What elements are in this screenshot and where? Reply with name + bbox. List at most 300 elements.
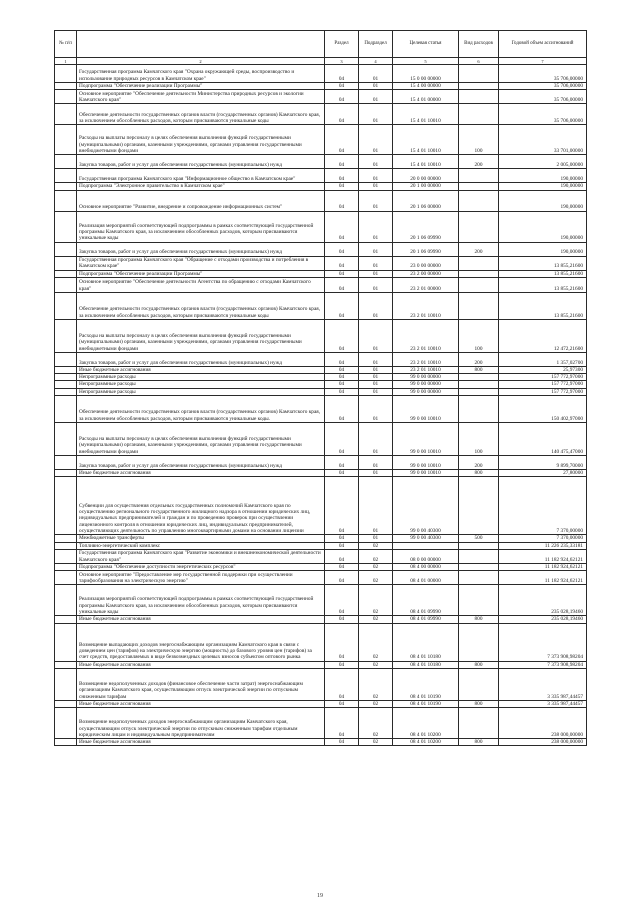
- row-article-cell: 23 2 01 10010: [393, 292, 459, 319]
- table-row: [55, 155, 587, 169]
- row-num-cell: [55, 396, 77, 423]
- row-subsection-cell: 02: [359, 708, 393, 739]
- row-article-cell: [393, 542, 459, 549]
- table-row: [55, 623, 587, 661]
- row-article-cell: 08 4 00 00000: [393, 563, 459, 570]
- row-sum-cell: 7 370,00000: [499, 535, 587, 542]
- row-name-cell: Закупка товаров, работ и услуг для обеспечения государственных (муниципальных) нужд: [77, 155, 325, 169]
- table-row: [55, 396, 587, 423]
- row-name-cell: Основное мероприятие "Развитие, внедрение и сопровождение информационных систем": [77, 190, 325, 211]
- row-name-cell: Обеспечение деятельности государственных органов власти (государственных органов) Камчатского края, за исключением обособленных расходов, которым присваиваются уникальные коды.: [77, 396, 325, 423]
- row-num-cell: [55, 277, 77, 292]
- row-num-cell: [55, 542, 77, 549]
- row-expense-type-cell: 800: [459, 470, 499, 477]
- table-row: [55, 616, 587, 623]
- row-num-cell: [55, 381, 77, 388]
- row-expense-type-cell: [459, 292, 499, 319]
- table-row: [55, 211, 587, 242]
- row-article-cell: 23 2 01 10010: [393, 366, 459, 373]
- table-row: [55, 319, 587, 352]
- page-number: 19: [317, 893, 323, 899]
- table-row: [55, 190, 587, 211]
- row-subsection-cell: 01: [359, 83, 393, 90]
- row-article-cell: 15 0 00 00000: [393, 65, 459, 83]
- table-row: [55, 352, 587, 366]
- row-sum-cell: 27,80000: [499, 470, 587, 477]
- row-num-cell: [55, 65, 77, 83]
- row-sum-cell: 25,97300: [499, 366, 587, 373]
- table-row: [55, 549, 587, 563]
- row-expense-type-cell: [459, 211, 499, 242]
- row-num-cell: [55, 616, 77, 623]
- row-subsection-cell: 01: [359, 477, 393, 535]
- row-article-cell: 99 0 00 00000: [393, 374, 459, 381]
- row-article-cell: 15 4 01 10010: [393, 104, 459, 125]
- row-expense-type-cell: [459, 277, 499, 292]
- row-expense-type-cell: 200: [459, 242, 499, 256]
- row-subsection-cell: 01: [359, 374, 393, 381]
- row-expense-type-cell: 800: [459, 366, 499, 373]
- table-row: [55, 423, 587, 456]
- row-expense-type-cell: [459, 104, 499, 125]
- row-num-cell: [55, 700, 77, 707]
- row-article-cell: 08 4 01 10200: [393, 739, 459, 746]
- row-sum-cell: 235 028,19460: [499, 616, 587, 623]
- row-expense-type-cell: [459, 623, 499, 661]
- row-expense-type-cell: 800: [459, 661, 499, 668]
- row-section-cell: 04: [325, 563, 359, 570]
- row-section-cell: 04: [325, 155, 359, 169]
- table-row: [55, 104, 587, 125]
- row-section-cell: 04: [325, 549, 359, 563]
- row-sum-cell: 3 335 987,44457: [499, 668, 587, 700]
- row-num-cell: [55, 211, 77, 242]
- row-subsection-cell: 01: [359, 319, 393, 352]
- row-section-cell: 04: [325, 183, 359, 190]
- row-subsection-cell: 01: [359, 242, 393, 256]
- row-sum-cell: 35 706,00000: [499, 83, 587, 90]
- row-article-cell: 20 1 00 00000: [393, 183, 459, 190]
- header-section: Раздел: [325, 31, 359, 58]
- row-article-cell: 20 0 00 00000: [393, 169, 459, 183]
- row-name-cell: Возмещение недополученных доходов (финансовое обеспечение части затрат) энергоснабжающим организациям Камчатского края, осуществляющим отпуск электрической энергии по отпускным сниженным тарифам: [77, 668, 325, 700]
- table-row: [55, 477, 587, 535]
- row-section-cell: 04: [325, 661, 359, 668]
- table-row: [55, 183, 587, 190]
- table-row: [55, 585, 587, 616]
- row-article-cell: 15 4 01 10010: [393, 125, 459, 155]
- row-subsection-cell: 01: [359, 270, 393, 277]
- row-article-cell: 08 4 01 10180: [393, 661, 459, 668]
- row-name-cell: Обеспечение деятельности государственных органов власти (государственных органов) Камчатского края, за исключением обособленных расходов, которым присваиваются уникальные коды: [77, 104, 325, 125]
- row-section-cell: 04: [325, 423, 359, 456]
- row-name-cell: Закупка товаров, работ и услуг для обеспечения государственных (муниципальных) нужд: [77, 242, 325, 256]
- row-name-cell: Закупка товаров, работ и услуг для обеспечения государственных (муниципальных) нужд: [77, 456, 325, 470]
- row-subsection-cell: 01: [359, 388, 393, 395]
- header-name: [77, 31, 325, 58]
- row-sum-cell: 190,00000: [499, 242, 587, 256]
- row-subsection-cell: 02: [359, 563, 393, 570]
- row-article-cell: 23 0 00 00000: [393, 256, 459, 270]
- row-subsection-cell: 01: [359, 90, 393, 104]
- row-sum-cell: 13 855,21600: [499, 270, 587, 277]
- row-article-cell: 08 4 01 09990: [393, 616, 459, 623]
- row-article-cell: 15 4 01 10010: [393, 155, 459, 169]
- row-section-cell: 04: [325, 352, 359, 366]
- row-subsection-cell: 02: [359, 739, 393, 746]
- row-subsection-cell: 01: [359, 535, 393, 542]
- row-num-cell: [55, 388, 77, 395]
- row-section-cell: 04: [325, 277, 359, 292]
- row-section-cell: 04: [325, 104, 359, 125]
- row-name-cell: Иные бюджетные ассигнования: [77, 366, 325, 373]
- row-article-cell: 99 0 00 40300: [393, 477, 459, 535]
- row-expense-type-cell: [459, 708, 499, 739]
- row-expense-type-cell: 500: [459, 535, 499, 542]
- row-num-cell: [55, 366, 77, 373]
- table-row: [55, 381, 587, 388]
- row-sum-cell: 9 899,70000: [499, 456, 587, 470]
- row-section-cell: 04: [325, 256, 359, 270]
- row-expense-type-cell: [459, 563, 499, 570]
- row-name-cell: Иные бюджетные ассигнования: [77, 739, 325, 746]
- row-article-cell: 20 1 06 09990: [393, 242, 459, 256]
- column-number: 2: [77, 58, 325, 65]
- row-name-cell: Государственная программа Камчатского края "Развитие экономики и внешнеэкономической деятельности Камчатского края": [77, 549, 325, 563]
- row-expense-type-cell: [459, 183, 499, 190]
- table-body: [55, 58, 587, 746]
- table-row: [55, 277, 587, 292]
- row-name-cell: Подпрограмма "Обеспечение доступности энергетических ресурсов": [77, 563, 325, 570]
- row-article-cell: 20 1 06 00000: [393, 190, 459, 211]
- row-section-cell: 04: [325, 477, 359, 535]
- row-sum-cell: 11 226 235,33181: [499, 542, 587, 549]
- table-row: [55, 668, 587, 700]
- row-section-cell: 04: [325, 708, 359, 739]
- row-section-cell: 04: [325, 535, 359, 542]
- row-name-cell: Субвенции для осуществления отдельных государственных полномочий Камчатского края по осуществлению регионального государственного жилищного надзора в отношении юридических лиц, индивидуальных предпринимателей и граждан и по проведению проверок при осуществлении лицензионного контроля в отношении юридических лиц, индивидуальных предпринимателей, осуществляющих деятельность по управлению многоквартирными домами на основании лицензии: [77, 477, 325, 535]
- row-name-cell: Непрограммные расходы: [77, 381, 325, 388]
- row-num-cell: [55, 661, 77, 668]
- row-subsection-cell: 01: [359, 381, 393, 388]
- row-num-cell: [55, 708, 77, 739]
- row-article-cell: 99 0 00 10010: [393, 470, 459, 477]
- row-article-cell: 08 4 01 10180: [393, 623, 459, 661]
- row-section-cell: 04: [325, 90, 359, 104]
- table-row: [55, 90, 587, 104]
- row-expense-type-cell: [459, 169, 499, 183]
- row-num-cell: [55, 104, 77, 125]
- row-subsection-cell: 01: [359, 169, 393, 183]
- row-subsection-cell: 01: [359, 396, 393, 423]
- row-num-cell: [55, 456, 77, 470]
- row-name-cell: Расходы на выплаты персоналу в целях обеспечения выполнения функций государственными (муниципальными) органами, казенными учреждениями, органами управления государственными внебюджетными фондами: [77, 423, 325, 456]
- row-num-cell: [55, 292, 77, 319]
- column-number: 1: [55, 58, 77, 65]
- row-subsection-cell: 02: [359, 661, 393, 668]
- row-name-cell: Обеспечение деятельности государственных органов власти (государственных органов) Камчатского края, за исключением обособленных расходов, которым присваиваются уникальные коды: [77, 292, 325, 319]
- row-num-cell: [55, 477, 77, 535]
- row-article-cell: 99 0 00 00000: [393, 381, 459, 388]
- row-name-cell: Подпрограмма "Обеспечение реализации Программы": [77, 270, 325, 277]
- row-sum-cell: 235 028,19460: [499, 585, 587, 616]
- row-name-cell: Государственная программа Камчатского края "Обращение с отходами производства и потребления в Камчатском крае": [77, 256, 325, 270]
- row-section-cell: 04: [325, 83, 359, 90]
- table-row: [55, 270, 587, 277]
- row-section-cell: 04: [325, 381, 359, 388]
- column-number: 6: [459, 58, 499, 65]
- row-expense-type-cell: [459, 549, 499, 563]
- row-section-cell: 04: [325, 623, 359, 661]
- table-row: [55, 470, 587, 477]
- table-row: [55, 571, 587, 585]
- column-number: 5: [393, 58, 459, 65]
- row-sum-cell: 190,00000: [499, 169, 587, 183]
- row-name-cell: Иные бюджетные ассигнования: [77, 470, 325, 477]
- row-name-cell: Государственная программа Камчатского края "Охрана окружающей среды, воспроизводство и использование природных ресурсов в Камчатском крае": [77, 65, 325, 83]
- row-section-cell: 04: [325, 319, 359, 352]
- row-name-cell: Основное мероприятие "Обеспечение деятельности Министерства природных ресурсов и экологии Камчатского края": [77, 90, 325, 104]
- row-subsection-cell: 02: [359, 616, 393, 623]
- row-section-cell: 04: [325, 270, 359, 277]
- row-article-cell: 15 4 00 00000: [393, 83, 459, 90]
- row-sum-cell: 13 855,21600: [499, 256, 587, 270]
- row-subsection-cell: 01: [359, 292, 393, 319]
- row-sum-cell: 3 335 987,44457: [499, 700, 587, 707]
- header-subsection: Подраздел: [359, 31, 393, 58]
- row-section-cell: 04: [325, 388, 359, 395]
- row-expense-type-cell: [459, 571, 499, 585]
- row-num-cell: [55, 423, 77, 456]
- row-num-cell: [55, 270, 77, 277]
- row-name-cell: Подпрограмма "Электронное правительство в Камчатском крае": [77, 183, 325, 190]
- table-row: [55, 169, 587, 183]
- table-row: [55, 366, 587, 373]
- row-num-cell: [55, 668, 77, 700]
- column-number: 7: [499, 58, 587, 65]
- row-sum-cell: 140 475,47000: [499, 423, 587, 456]
- row-sum-cell: 157 772,97000: [499, 388, 587, 395]
- row-num-cell: [55, 352, 77, 366]
- row-subsection-cell: 01: [359, 423, 393, 456]
- row-subsection-cell: 01: [359, 366, 393, 373]
- row-section-cell: 04: [325, 396, 359, 423]
- row-section-cell: 04: [325, 739, 359, 746]
- row-subsection-cell: 01: [359, 470, 393, 477]
- row-subsection-cell: 02: [359, 700, 393, 707]
- table-row: [55, 661, 587, 668]
- row-article-cell: 99 0 00 00000: [393, 388, 459, 395]
- row-num-cell: [55, 155, 77, 169]
- row-article-cell: 99 0 00 10010: [393, 396, 459, 423]
- row-sum-cell: 11 182 924,62121: [499, 571, 587, 585]
- row-num-cell: [55, 623, 77, 661]
- row-sum-cell: 157 772,97000: [499, 381, 587, 388]
- budget-table: [54, 30, 587, 746]
- table-row: [55, 65, 587, 83]
- row-sum-cell: 35 706,00000: [499, 104, 587, 125]
- row-sum-cell: 150 402,97000: [499, 396, 587, 423]
- row-expense-type-cell: [459, 374, 499, 381]
- row-subsection-cell: 01: [359, 183, 393, 190]
- row-num-cell: [55, 549, 77, 563]
- row-num-cell: [55, 571, 77, 585]
- row-num-cell: [55, 169, 77, 183]
- row-sum-cell: 7 373 908,98204: [499, 623, 587, 661]
- table-row: [55, 563, 587, 570]
- row-num-cell: [55, 585, 77, 616]
- header-num: № п/п: [55, 31, 77, 58]
- row-num-cell: [55, 125, 77, 155]
- row-section-cell: 04: [325, 456, 359, 470]
- header-sum: Годовой объем ассигнований: [499, 31, 587, 58]
- row-num-cell: [55, 470, 77, 477]
- row-name-cell: Возмещение выпадающих доходов энергоснабжающим организациям Камчатского края в связи с доведением цен (тарифов) на электрическую энергию (мощность) до базового уровня цен (тарифов) за счет средств, предоставляемых в виде безвозмездных целевых взносов субъектом оптового рынка: [77, 623, 325, 661]
- row-expense-type-cell: [459, 65, 499, 83]
- row-section-cell: 04: [325, 668, 359, 700]
- row-subsection-cell: 01: [359, 352, 393, 366]
- row-article-cell: 08 4 01 10190: [393, 700, 459, 707]
- row-sum-cell: 1 357,02700: [499, 352, 587, 366]
- row-subsection-cell: 01: [359, 65, 393, 83]
- table-row: [55, 374, 587, 381]
- row-sum-cell: 157 772,97000: [499, 374, 587, 381]
- row-section-cell: 04: [325, 571, 359, 585]
- table-row: [55, 242, 587, 256]
- row-expense-type-cell: [459, 542, 499, 549]
- row-name-cell: Иные бюджетные ассигнования: [77, 700, 325, 707]
- row-section-cell: 04: [325, 700, 359, 707]
- row-subsection-cell: 02: [359, 542, 393, 549]
- table-row: [55, 700, 587, 707]
- row-article-cell: 08 4 01 10200: [393, 708, 459, 739]
- row-sum-cell: 11 182 924,62121: [499, 549, 587, 563]
- column-numbers-row: [55, 58, 587, 65]
- row-subsection-cell: 01: [359, 211, 393, 242]
- row-section-cell: 04: [325, 169, 359, 183]
- row-article-cell: 08 0 00 00000: [393, 549, 459, 563]
- row-name-cell: Возмещение недополученных доходов энергоснабжающим организациям Камчатского края, осуществляющим отпуск электрической энергии по отпускным сниженным тарифам отдельным юридическим лицам и индивидуальным предпринимателям: [77, 708, 325, 739]
- table-row: [55, 388, 587, 395]
- row-num-cell: [55, 256, 77, 270]
- row-subsection-cell: 01: [359, 125, 393, 155]
- row-subsection-cell: 02: [359, 668, 393, 700]
- row-section-cell: 04: [325, 211, 359, 242]
- row-sum-cell: 7 370,00000: [499, 477, 587, 535]
- row-name-cell: Расходы на выплаты персоналу в целях обеспечения выполнения функций государственными (муниципальными) органами, казенными учреждениями, органами управления государственными внебюджетными фондами: [77, 125, 325, 155]
- row-expense-type-cell: 800: [459, 700, 499, 707]
- row-subsection-cell: 01: [359, 155, 393, 169]
- row-article-cell: 99 0 00 10010: [393, 423, 459, 456]
- row-expense-type-cell: 800: [459, 739, 499, 746]
- column-number: 4: [359, 58, 393, 65]
- table-row: [55, 456, 587, 470]
- row-section-cell: 04: [325, 125, 359, 155]
- row-expense-type-cell: 100: [459, 125, 499, 155]
- row-num-cell: [55, 90, 77, 104]
- row-name-cell: Основное мероприятие "Предоставление мер государственной поддержки при осуществлении тарифообразования на электрическую энергию": [77, 571, 325, 585]
- row-num-cell: [55, 319, 77, 352]
- row-expense-type-cell: [459, 270, 499, 277]
- row-expense-type-cell: [459, 256, 499, 270]
- row-section-cell: 04: [325, 242, 359, 256]
- row-expense-type-cell: [459, 190, 499, 211]
- row-name-cell: Топливно-энергетический комплекс: [77, 542, 325, 549]
- row-num-cell: [55, 563, 77, 570]
- row-expense-type-cell: 200: [459, 456, 499, 470]
- row-name-cell: Государственная программа Камчатского края "Информационное общество в Камчатском крае": [77, 169, 325, 183]
- row-sum-cell: 190,00000: [499, 183, 587, 190]
- row-sum-cell: 33 701,00000: [499, 125, 587, 155]
- row-num-cell: [55, 183, 77, 190]
- row-sum-cell: 190,00000: [499, 190, 587, 211]
- row-subsection-cell: 02: [359, 571, 393, 585]
- row-expense-type-cell: 800: [459, 616, 499, 623]
- row-article-cell: 20 1 06 09990: [393, 211, 459, 242]
- table-header-row: [55, 31, 587, 58]
- row-section-cell: 04: [325, 65, 359, 83]
- row-name-cell: Межбюджетные трансферты: [77, 535, 325, 542]
- table-row: [55, 256, 587, 270]
- row-sum-cell: 190,00000: [499, 211, 587, 242]
- row-article-cell: 23 2 01 00000: [393, 277, 459, 292]
- row-sum-cell: 11 182 924,62121: [499, 563, 587, 570]
- row-section-cell: 04: [325, 616, 359, 623]
- row-section-cell: 04: [325, 374, 359, 381]
- row-expense-type-cell: [459, 381, 499, 388]
- row-name-cell: Подпрограмма "Обеспечение реализации Программы": [77, 83, 325, 90]
- table-row: [55, 125, 587, 155]
- row-article-cell: 15 4 01 00000: [393, 90, 459, 104]
- row-expense-type-cell: [459, 585, 499, 616]
- row-section-cell: 04: [325, 585, 359, 616]
- row-subsection-cell: 02: [359, 585, 393, 616]
- row-article-cell: 23 2 01 10010: [393, 319, 459, 352]
- row-num-cell: [55, 535, 77, 542]
- row-article-cell: 08 4 01 00000: [393, 571, 459, 585]
- row-expense-type-cell: [459, 83, 499, 90]
- row-expense-type-cell: [459, 388, 499, 395]
- row-article-cell: 99 0 00 40300: [393, 535, 459, 542]
- row-article-cell: 08 4 01 10190: [393, 668, 459, 700]
- row-name-cell: Реализация мероприятий соответствующей подпрограммы в рамках соответствующей государственной программы Камчатского края, за исключением обособленных расходов, которым присваиваются уникальные коды: [77, 211, 325, 242]
- row-subsection-cell: 01: [359, 256, 393, 270]
- row-num-cell: [55, 374, 77, 381]
- row-section-cell: 04: [325, 366, 359, 373]
- table-row: [55, 535, 587, 542]
- table-row: [55, 292, 587, 319]
- row-name-cell: Иные бюджетные ассигнования: [77, 616, 325, 623]
- row-subsection-cell: 02: [359, 549, 393, 563]
- row-num-cell: [55, 190, 77, 211]
- row-subsection-cell: 01: [359, 190, 393, 211]
- row-expense-type-cell: 100: [459, 423, 499, 456]
- row-num-cell: [55, 83, 77, 90]
- table-row: [55, 739, 587, 746]
- row-name-cell: Иные бюджетные ассигнования: [77, 661, 325, 668]
- table-row: [55, 83, 587, 90]
- row-name-cell: Расходы на выплаты персоналу в целях обеспечения выполнения функций государственными (муниципальными) органами, казенными учреждениями, органами управления государственными внебюджетными фондами: [77, 319, 325, 352]
- row-expense-type-cell: [459, 668, 499, 700]
- row-num-cell: [55, 739, 77, 746]
- row-article-cell: 99 0 00 10010: [393, 456, 459, 470]
- row-subsection-cell: 01: [359, 277, 393, 292]
- row-section-cell: 04: [325, 542, 359, 549]
- row-sum-cell: 13 855,21600: [499, 277, 587, 292]
- header-article: Целевая статья: [393, 31, 459, 58]
- row-expense-type-cell: 200: [459, 352, 499, 366]
- row-sum-cell: 238 000,00000: [499, 739, 587, 746]
